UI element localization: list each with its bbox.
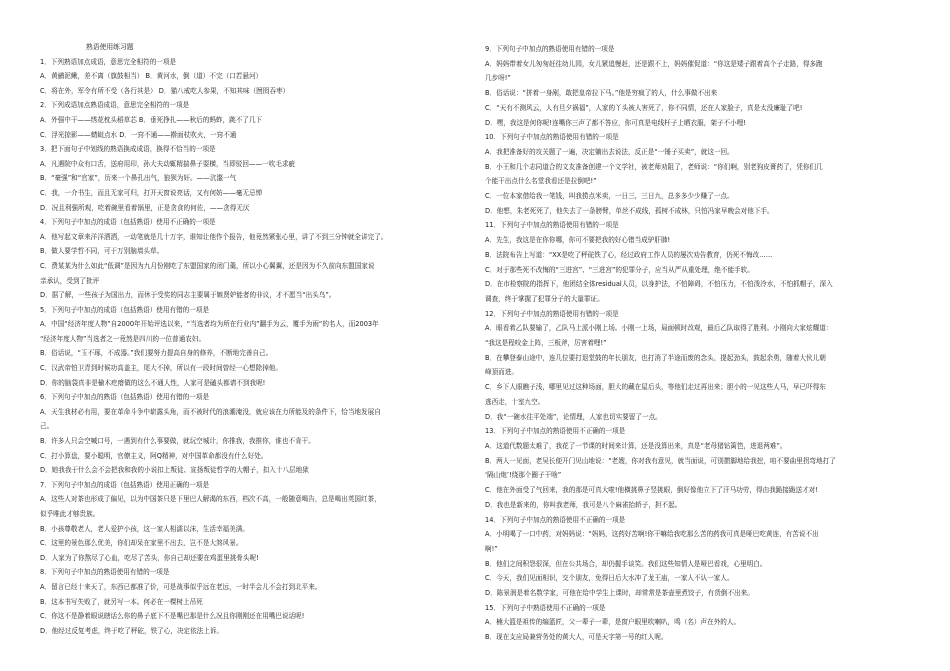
question-line: 15．下列句子中熟语使用不正确的一项是 bbox=[485, 603, 606, 612]
question-line: D．我“一碗水往平处端”，论情理，人家也切实要留了一点。 bbox=[485, 412, 662, 421]
question-line: C．汉武帝怕卫青到时候功高盖主，尾大不掉，所以有一段时间曾经一心想除掉他。 bbox=[40, 364, 282, 373]
question-line: 2．下列成语加点熟语成语，意思完全相符的一项是 bbox=[40, 101, 190, 110]
question-line: B．现在支应局兼营务处的黄大人，可是天字第一号的红人呢。 bbox=[485, 633, 668, 642]
question-line: D．他想，朱老死死了，他失去了一条膀臂，单丝不成线，孤树不成林，只怕冯家早晚会对他下手。 bbox=[485, 206, 774, 215]
question-line: 峰顶而进。 bbox=[485, 368, 518, 377]
question-line: “经济年度人物”当选者之一竟然是四川的一位普通农妇。 bbox=[40, 334, 206, 343]
question-line: A．小明喝了一口中药，对妈妈说：“妈妈，这药好苦啊!你干嘛给我吃那么苦的药我可真是哑巴吃黄连，有苦说不出 bbox=[485, 530, 819, 539]
question-line: 个能干出点什么名堂我看还是拉倒吧!” bbox=[485, 177, 597, 186]
question-line: C．乡下人眼瞧子浅，哪里见过这种场面，胆大的藏在屋后头，等他们走过再出来；胆小的一见这些人马，早已吓得东 bbox=[485, 383, 826, 392]
question-line: 调查，终于掌握了犯罪分子的大量罪证。 bbox=[485, 294, 604, 303]
question-line: 14．下列句子中加点的熟语使用不正确的一项是 bbox=[485, 515, 626, 524]
question-line: 逃西走，十室九空。 bbox=[485, 397, 545, 406]
question-line: A．凡遇院中众有口舌，送府用印，孙大夫动辄精揣鼻子耍横，当即驳回——一吹毛求疵 bbox=[40, 159, 296, 168]
question-line: C．“天有不测风云，人有旦夕祸福”，人家的丫头被人害死了，你不同情，还在人家脸子，真是太没廉耻了吧! bbox=[485, 103, 803, 112]
question-line: A．留言已经十来天了，东西已都准了价，可是战事似乎远在老远，一时半会儿不会打到北平来。 bbox=[40, 582, 322, 591]
question-line: C．他在外面受了气回来，我的那是可真大啦!他横挑鼻子竖挑眼，倒好像他立下了汗马功劳，得由我跪接跪送才对! bbox=[485, 486, 818, 495]
question-line: A．妈妈带着女儿匆匆赶往幼儿园，女儿紧追慢赶，还是跟不上，妈妈催促道：“你这是矮子跟着高个子走路，得多跑 bbox=[485, 59, 823, 68]
question-line: B．这本书写失败了，就另写一本。何必在一棵树上吊死 bbox=[40, 597, 203, 606]
question-line: D．人家为了你熬尽了心血，吃尽了苦头，你自己却还要在鸡蛋里挑骨头呢! bbox=[40, 553, 259, 562]
question-line: 5．下列句子中加点的成语（包括熟语）使用有错的一项是 bbox=[40, 305, 210, 314]
question-line: A．这些人对茶也形成了偏见，以为中国茶只是下里巴人解渴的东西，档次不高，一般随意喝告，总是喝出英国红茶， bbox=[40, 495, 381, 504]
question-line: 3．把下面句子中划线的熟语换成成语，换得不恰当的一项是 bbox=[40, 145, 216, 154]
question-line: 8．下列句子中加点的熟语使用有错的一项是 bbox=[40, 568, 170, 577]
question-line: 己。 bbox=[40, 422, 54, 431]
question-line: 11．下列句子中加点的熟语使用有错的一项是 bbox=[485, 221, 619, 230]
question-line: 似乎唯此才够贵族。 bbox=[40, 510, 100, 518]
question-line: A．眼看着乙队要输了，乙队马上派小刚上场。小刚一上场，局面顿时改观，最后乙队取得了胜利。小刚向大家炫耀道： bbox=[485, 324, 833, 333]
question-line: C．浮光掠影——蜻蜓点水 D．一窍不通——擀面杖吹火，一窍不通 bbox=[40, 130, 237, 139]
question-line: D．她我我于什么会不会把我和我的小说扣上叛徒、宣扬叛徒哲学的大帽子，扣入十八层地狱 bbox=[40, 466, 309, 475]
question-line: D．在市检察院的指挥下，他团结全体residual人员，以身护法，不怕障碍，不怕压力，不怕泼冷水，不怕抓帽子，深入 bbox=[485, 280, 833, 289]
question-line: C．这里的景色那么优美，你们却呆在家里不出去，岂不是大煞风景。 bbox=[40, 539, 243, 548]
question-line: B．在攀登泰山途中，连几位要打退堂鼓的年长朋友，也打消了半途而废的念头，提起劲头，鼓起余勇，随着大伙儿朝 bbox=[485, 353, 826, 362]
question-line: A．他写起文章来洋洋洒洒，一动笔就是几十万字，谁知让他作个报告，他竟然紧张心里，讲了不到三分钟就全讲完了。 bbox=[40, 232, 388, 241]
question-line: C．一位本家借给我一笔钱，叫我捞点米卖，一日三，三日九，总多多少少赚了一点。 bbox=[485, 192, 734, 201]
question-line: C．将在外，军令有所不受（各行其是） D．猫八戒吃人参果，不知其味（囫囵吞枣） bbox=[40, 86, 290, 95]
question-line: D．况且利强所观，吃着碗里看着锅里，正是贪食的何佐，——贪得无厌 bbox=[40, 203, 250, 212]
question-line: A．外强中干——绣花枕头稻草芯 B．垂死挣扎——秋后的蚂蚱，跳不了几下 bbox=[40, 115, 263, 124]
question-line: B．俗话说：“拼着一身剐，敢把皇帝拉下马。”他是穷疯了的人，什么事做不出来 bbox=[485, 89, 718, 98]
question-line: C．你这不是静着眼说瞎话么你的鼻子底下不是嘴巴那是什么况且你刚刚还在用嘴巴说话呢! bbox=[40, 612, 305, 621]
question-line: 9．下列句子中加点的熟语使用有错的一项是 bbox=[485, 45, 615, 53]
question-line: A．楠大篮是祖传的编篮匠，父一辈子一辈，是窗户眼里吹喇叭，鸣（名）声在外的人。 bbox=[485, 618, 741, 627]
question-line: 6．下列句子中加点的熟语（包括熟语）使用有错的一项是 bbox=[40, 393, 210, 402]
question-line: ‘隔山炮’!绕那个圈子干啥” bbox=[485, 471, 562, 480]
question-line: 亲承认，受到了批评 bbox=[40, 276, 100, 285]
question-line: A．我把准备好的攻关题了一遍，决定躺出去说法，反正是“一锤子买卖”，就这一回。 bbox=[485, 147, 734, 156]
question-line: B．小孩尊敬老人，老人爱护小孩，这一家人相濡以沫，生活幸福美满。 bbox=[40, 524, 249, 533]
question-line: 4．下列句子中加点的成语（包括熟语）使用不正确的一项是 bbox=[40, 218, 216, 227]
question-line: 7．下列句子中加点的成语（包括熟语）使用正确的一项是 bbox=[40, 480, 210, 489]
question-line: D．你的脑袋真非是榆木疙瘩做的这么不通人性，人家可是磕头都请不到我呢! bbox=[40, 378, 266, 387]
question-line: 1．下列熟语加点成语，意思完全相符的一项是 bbox=[40, 57, 177, 66]
question-line: B．俗话说，“玉不琢，不成器。”我们要努力提高自身的修养，不断地完善自己。 bbox=[40, 349, 273, 358]
question-line: D．据了解，一些孩子为国出力，而休于受奖的同志主要属于嫉贤妒能者的非议，才不愿当“出头鸟”。 bbox=[40, 291, 336, 300]
page-title: 熟语使用练习题 bbox=[86, 43, 134, 51]
question-line: B．法院布告上写道：“XX是吃了秤砣铁了心，经过政府工作人员的屡次劝告教育，仍死不悔改…… bbox=[485, 250, 773, 259]
question-line: C．今天，我们见面相识，交个朋友，免得日后大水冲了龙王庙，一家人不认一家人。 bbox=[485, 574, 734, 583]
question-line: D．我也是新来的，你叫我老师，我可是八个麻雀抬轿子，担不起。 bbox=[485, 500, 682, 509]
question-line: B．他们之间积怨很深，但在公共场合，却仍握手谈笑。我们这些知情人是哑巴看戏，心里明白。 bbox=[485, 559, 767, 568]
question-line: D．陈景润是着名数学家，可他在给中学生上课时，却常常是茶壶里煮饺子，有货倒不出来。 bbox=[485, 589, 754, 598]
left-column bbox=[40, 40, 487, 638]
question-line: 几步呀!” bbox=[485, 74, 511, 83]
question-line: D．嘿，我这是何你呢!连嘴你三声了都不答应，你可真是电线杆子上晒衣服，架子不小哩! bbox=[485, 118, 746, 127]
question-line: 啊!” bbox=[485, 544, 498, 553]
question-line: B．两人一见面，老吴长便开门见山地说：“老嫂，你对我有意见，就当面说，可别掼脚地给我挖，咱不要曲里拐弯地打了 bbox=[485, 456, 836, 465]
question-line: C．对于那些死不改悔的“三进宫”、“三进宫”的犯罪分子，应当从严从重处理，绝不能手软。 bbox=[485, 265, 754, 274]
question-line: 13．下列句子中加点的熟语使用不正确的一项是 bbox=[485, 427, 626, 436]
question-line: 10．下列句子中加点的熟语使用有错的一项是 bbox=[485, 133, 619, 142]
question-line: 12．下列句子中加点的熟语使用有错的一项是 bbox=[485, 309, 619, 318]
question-line: B．做人要学哲不同，可于万别脑墙头草。 bbox=[40, 247, 164, 256]
question-line: C．我，一介书生，而且无家可归，打开天窗说亮话，又有何妨——毫无忌惮 bbox=[40, 188, 263, 197]
question-line: D．他经过反复考虑，终于吃了秤砣，铁了心，决定依法上诉。 bbox=[40, 626, 224, 635]
right-column bbox=[485, 42, 932, 645]
question-line: B．“豪强”和“官家”，历来一个鼻孔出气，狼狈为奸。——沆瀣一气 bbox=[40, 174, 237, 183]
question-line: A．天生我材必有用，要在革命斗争中崭露头角，而不被时代的浪潮淹没，就应该在力所能及的条件下，恰当地发展自 bbox=[40, 407, 381, 416]
question-line: A．这道代数题太难了，我花了一节课的时间来计算，还是没算出来，真是“老母猪钻篱笆，进退两难”。 bbox=[485, 441, 787, 450]
question-line: B．许多人只会空喊口号，一遇到有什么事要做，就玩空城计，你推我，我推你，谁也不肯干。 bbox=[40, 437, 315, 446]
question-line: B．小王和几个志同道合的文友准备创建一个文学社，被老师劝阻了，老师说：“你们啊，别老狗皮膏药了，凭你们几 bbox=[485, 162, 823, 171]
question-line: A．中国“经济年度人物”自2000年开始评选以来，“当选者均为所在行业内”翻手为云，覆手为雨“的名人，而2003年 bbox=[40, 320, 379, 329]
question-line: A．黄鹂泥鳅，差不离（旗鼓相当） B．黄河水，倒（道）不完（口若悬河） bbox=[40, 72, 263, 81]
question-line: A．先生，我这是在你你哪，你可不要把我的好心错当成驴肝肺! bbox=[485, 236, 671, 245]
question-line: C．费某某为什么如此“低调”是因为九月份刚吃了东盟国家的闭门羹，所以小心翼翼，还是因为不久前向东盟国家说 bbox=[40, 261, 375, 270]
question-line: “我这是程咬金上阵，三板斧，厉害着哩!” bbox=[485, 339, 607, 348]
question-line: C．打小算盘，要小聪明，官僚主义，阿Q精神，对中国革命都没有什么好处。 bbox=[40, 451, 268, 460]
